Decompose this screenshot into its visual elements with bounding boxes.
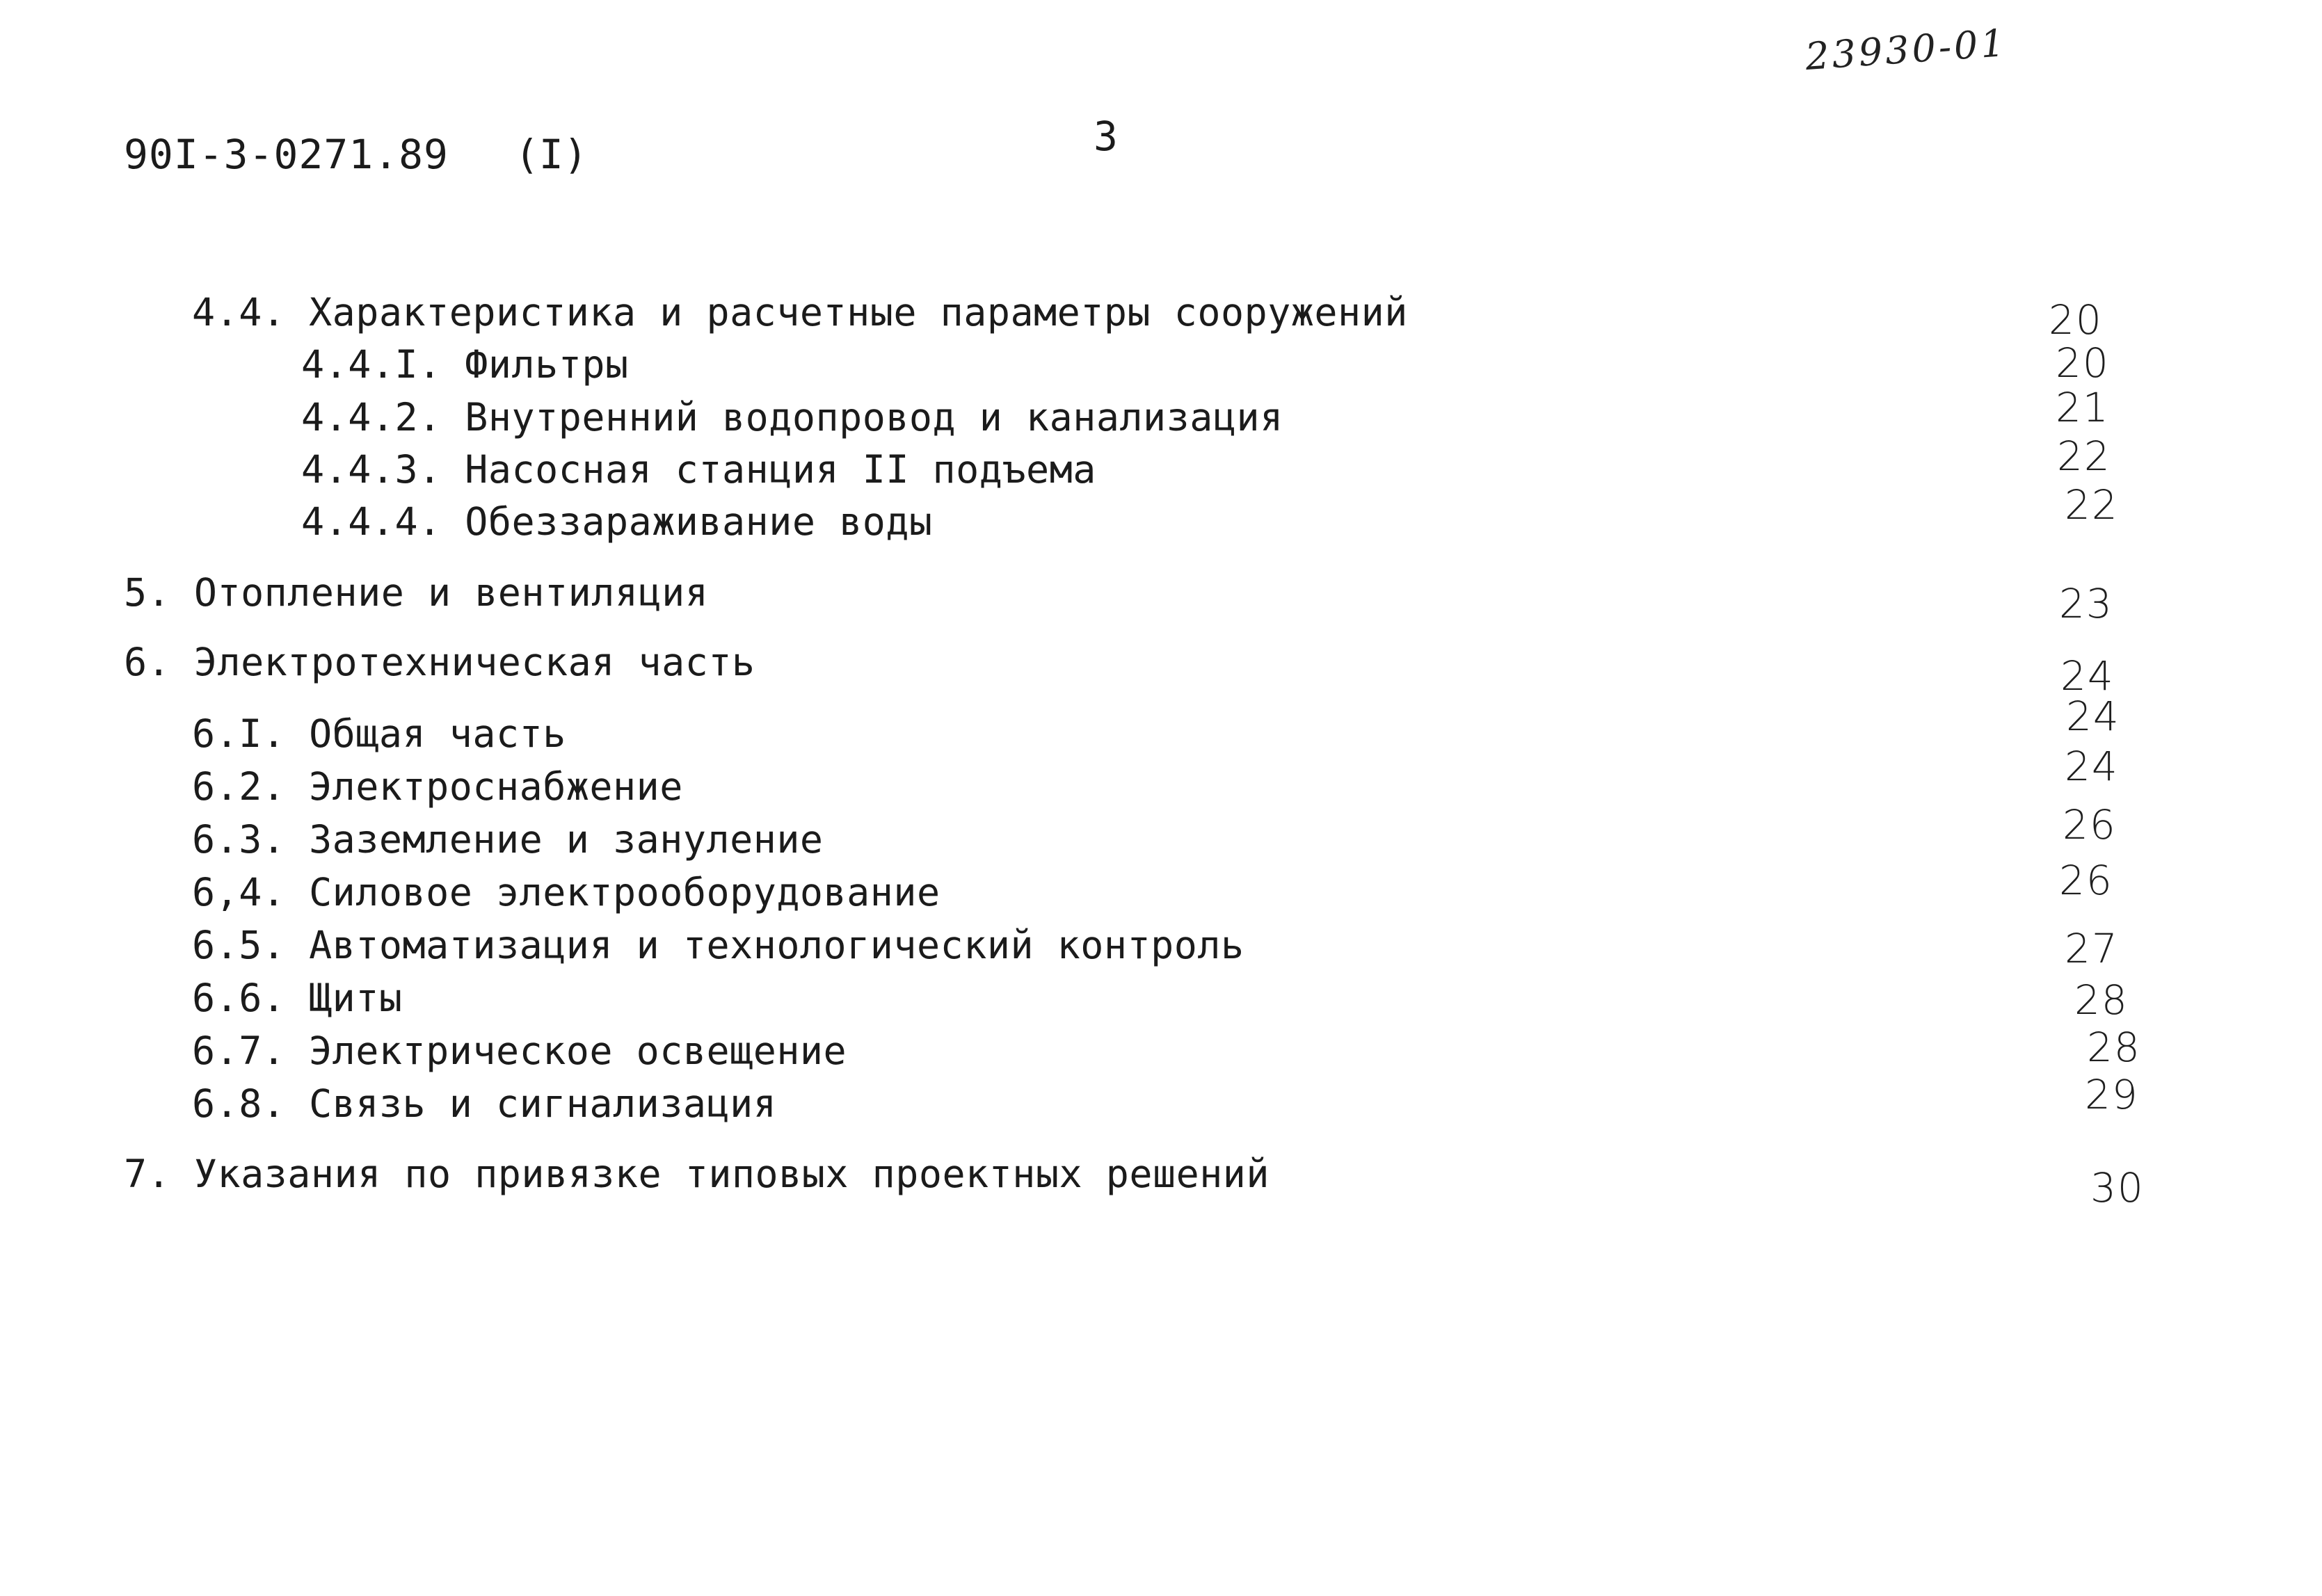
toc-entry-text: 5. Отопление и вентиляция (124, 570, 709, 615)
toc-entry-page: 29 (2085, 1071, 2139, 1118)
toc-entry-text: 6.5. Автоматизация и технологический контроль (192, 923, 1244, 967)
toc-entry-page: 26 (2059, 857, 2113, 904)
toc-entry-text: 6,4. Силовое электрооборудование (192, 870, 940, 914)
toc-entry-page: 24 (2065, 743, 2119, 790)
toc-entry-text: 6.2. Электроснабжение (192, 764, 683, 809)
toc-entry-text: 6.7. Электрическое освещение (192, 1029, 847, 1073)
archive-stamp: 23930-01 (1804, 20, 2009, 79)
toc-entry-text: 6.I. Общая часть (192, 711, 566, 756)
toc-entry-page: 20 (2056, 339, 2110, 387)
toc-entry-page: 20 (2049, 296, 2103, 344)
page-number: 3 (1094, 113, 1118, 160)
document-code: 90I-3-0271.89 (124, 131, 449, 178)
toc-entry-page: 24 (2060, 652, 2115, 700)
toc-entry-page: 21 (2056, 384, 2110, 431)
toc-entry-page: 22 (2065, 481, 2119, 529)
toc-entry-text: 4.4.3. Насосная станция II подъема (301, 447, 1096, 492)
toc-entry-text: 6.3. Заземление и зануление (192, 817, 824, 862)
toc-entry-text: 4.4. Характеристика и расчетные параметры сооружений (192, 290, 1408, 334)
toc-entry-page: 22 (2057, 433, 2111, 480)
toc-entry-text: 6.8. Связь и сигнализация (192, 1081, 777, 1126)
toc-entry-page: 23 (2059, 580, 2113, 627)
toc-entry-page: 27 (2065, 925, 2119, 972)
toc-entry-text: 6.6. Щиты (192, 976, 403, 1020)
toc-entry-page: 26 (2063, 801, 2117, 848)
toc-entry-text: 7. Указания по привязке типовых проектных решений (124, 1152, 1270, 1196)
toc-entry-page: 28 (2074, 976, 2129, 1024)
toc-entry-text: 4.4.4. Обеззараживание воды (301, 499, 933, 544)
toc-entry-page: 28 (2087, 1024, 2141, 1071)
toc-entry-page: 24 (2066, 693, 2120, 740)
toc-entry-text: 6. Электротехническая часть (124, 640, 755, 684)
toc-entry-text: 4.4.2. Внутренний водопровод и канализация (301, 395, 1283, 440)
toc-entry-text: 4.4.I. Фильтры (301, 342, 629, 387)
toc-entry-page: 30 (2090, 1164, 2145, 1211)
volume-number: (I) (515, 131, 588, 178)
